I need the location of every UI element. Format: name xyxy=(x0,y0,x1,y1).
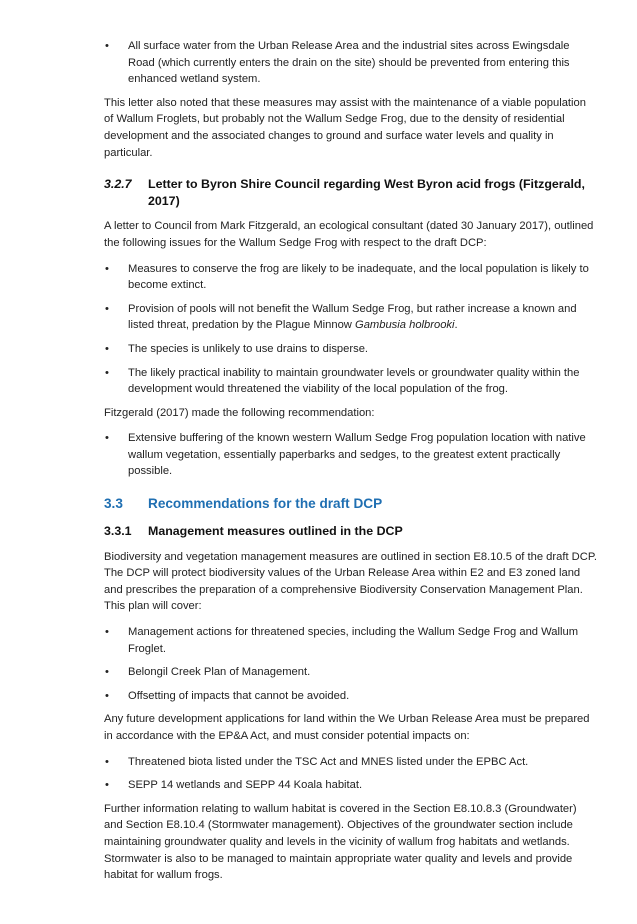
bullet-threatened-biota: • Threatened biota listed under the TSC Act and MNES listed under the EPBC Act. xyxy=(104,754,598,771)
paragraph-development-applications: Any future development applications for land within the We Urban Release Area must be prepared in accordance with the EP&A Act, and must consider potential impacts on: xyxy=(104,713,590,742)
bullet-belongil-creek: • Belongil Creek Plan of Management. xyxy=(104,664,598,681)
bullet-sepp-wetlands: • SEPP 14 wetlands and SEPP 44 Koala habitat. xyxy=(104,777,598,794)
paragraph-further-information: Further information relating to wallum habitat is covered in the Section E8.10.8.3 (Groundwater) and Section E8.10.4 (Stormwater management). Objectives of the groundwater section include maintaining groundwater quality and levels in the vicinity of wallum frog habitats and wetlands. Stormwater is also to be managed to maintain appropriate water quality and levels and provide habitat for wallum frogs. xyxy=(104,802,577,882)
bullet-management-actions: • Management actions for threatened species, including the Wallum Sedge Frog and Wallum Froglet. xyxy=(104,624,598,657)
heading-title: Letter to Byron Shire Council regarding West Byron acid frogs (Fitzgerald, 2017) xyxy=(148,177,585,208)
paragraph-fitzgerald-letter: A letter to Council from Mark Fitzgerald, an ecological consultant (dated 30 January 2017), outlined the following issues for the Wallum Sedge Frog with respect to the draft DCP: xyxy=(104,220,594,249)
bullet-groundwater: • The likely practical inability to maintain groundwater levels or groundwater quality within the development would threatened the viability of the local population of the frog. xyxy=(104,365,598,398)
bullet-measures-inadequate: • Measures to conserve the frog are likely to be inadequate, and the local population is likely to become extinct. xyxy=(104,261,598,294)
heading-number: 3.2.7 xyxy=(104,177,132,192)
heading-3-3 xyxy=(104,495,598,513)
paragraph-recommendation-intro: Fitzgerald (2017) made the following recommendation: xyxy=(104,406,375,419)
paragraph-letter-note: This letter also noted that these measures may assist with the maintenance of a viable population of Wallum Froglets, but probably not the Wallum Sedge Frog, due to the density of residential development and the associated changes to ground and surface water levels and quality in particular. xyxy=(104,96,586,159)
bullet-text-end: . xyxy=(454,319,458,332)
heading-title: Management measures outlined in the DCP xyxy=(148,524,403,539)
bullet-offsetting: • Offsetting of impacts that cannot be avoided. xyxy=(104,688,598,705)
bullet-provision-of-pools xyxy=(104,301,598,334)
heading-title: Recommendations for the draft DCP xyxy=(148,496,383,512)
heading-number: 3.3 xyxy=(104,496,123,512)
bullet-surface-water: • All surface water from the Urban Release Area and the industrial sites across Ewingsdale Road (which currently enters the drain on the site) should be prevented from entering this enhanced wetland system. xyxy=(104,38,598,88)
species-name: Gambusia holbrooki xyxy=(355,319,455,332)
paragraph-biodiversity-measures: Biodiversity and vegetation management measures are outlined in section E8.10.5 of the draft DCP. The DCP will protect biodiversity values of the Urban Release Area within E2 and E3 zoned land and prescribes the preparation of a comprehensive Biodiversity Conservation Management Plan. This plan will cover: xyxy=(104,550,597,613)
bullet-extensive-buffering: • Extensive buffering of the known western Wallum Sedge Frog population location with native wallum vegetation, essentially paperbarks and sedges, to the greatest extent practically possible. xyxy=(104,430,598,480)
heading-3-2-7 xyxy=(104,176,598,209)
heading-number: 3.3.1 xyxy=(104,524,132,539)
heading-3-3-1 xyxy=(104,523,598,540)
document-page xyxy=(104,38,598,893)
bullet-text: Provision of pools will not benefit the Wallum Sedge Frog, but rather increase a known and listed threat, predation by the Plague Minnow xyxy=(128,302,577,332)
bullet-drains: • The species is unlikely to use drains to disperse. xyxy=(104,341,598,358)
